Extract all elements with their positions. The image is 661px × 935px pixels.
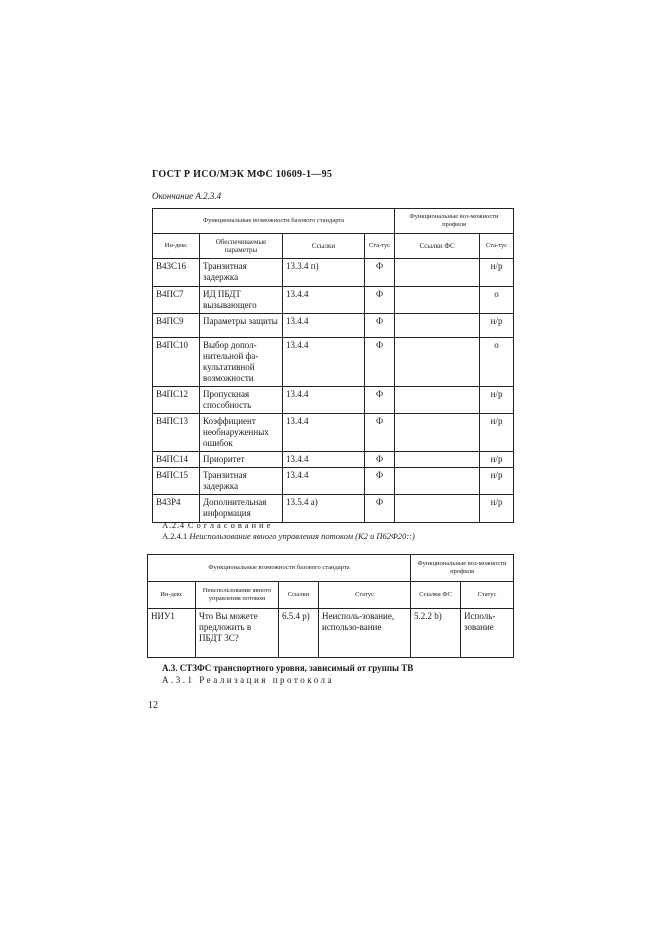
cell-fs-refs <box>395 495 480 523</box>
cell-params: Приоритет <box>200 452 283 468</box>
cell-status: Ф <box>365 387 395 414</box>
cell-refs: 13.4.4 <box>283 314 365 338</box>
cell-refs: 6.5.4 р) <box>279 609 319 658</box>
header-profile: Функциональные воз-можности профиля <box>395 209 514 234</box>
cell-fs-status: о <box>480 287 514 314</box>
cell-params: Дополнительная информация <box>200 495 283 523</box>
cell-fs-refs <box>395 387 480 414</box>
cell-index: В4ПС13 <box>153 414 200 452</box>
table-row <box>153 387 514 414</box>
col-description: Неиспользование явного управления потоком <box>196 582 279 609</box>
section-number: А.2.4 <box>162 520 185 530</box>
cell-fs-refs <box>395 468 480 495</box>
cell-fs-status: н/р <box>480 314 514 338</box>
cell-status: Ф <box>365 452 395 468</box>
cell-params: ИД ПБДТ вызывающего <box>200 287 283 314</box>
table-row <box>153 495 514 523</box>
cell-fs-refs <box>395 338 480 387</box>
cell-params: Параметры защиты <box>200 314 283 338</box>
cell-status: Ф <box>365 468 395 495</box>
col-params: Обеспечиваемые параметры <box>200 234 283 259</box>
cell-params: Транзитная задержка <box>200 259 283 287</box>
cell-fs-status: Исполь-зование <box>461 609 514 658</box>
table-row <box>153 338 514 387</box>
cell-refs: 13.4.4 <box>283 387 365 414</box>
table-a241 <box>147 554 514 658</box>
cell-refs: 13.4.4 <box>283 468 365 495</box>
col-index: Ин-декс <box>148 582 196 609</box>
cell-index: В43С16 <box>153 259 200 287</box>
cell-refs: 13.4.4 <box>283 452 365 468</box>
section-title: Реализация протокола <box>199 675 334 685</box>
cell-fs-status: н/р <box>480 495 514 523</box>
cell-fs-status: н/р <box>480 452 514 468</box>
cell-status: Ф <box>365 314 395 338</box>
cell-params: Транзитная задержка <box>200 468 283 495</box>
cell-refs: 13.4.4 <box>283 338 365 387</box>
cell-status: Ф <box>365 259 395 287</box>
cell-index: В4ПС9 <box>153 314 200 338</box>
section-a241-heading <box>162 531 415 541</box>
cell-params: Пропускная способность <box>200 387 283 414</box>
section-a3-heading: А.3. СТЗФС транспортного уровня, зависимый от группы ТВ <box>162 663 414 673</box>
table-row <box>148 609 514 658</box>
cell-fs-status: н/р <box>480 259 514 287</box>
table-row <box>153 314 514 338</box>
header-base-standard: Функциональные возможности базового стандарта <box>153 209 395 234</box>
cell-description: Что Вы можете предложить в ПБДТ 3С? <box>196 609 279 658</box>
table-row <box>153 468 514 495</box>
col-fs-status: Статус <box>461 582 514 609</box>
section-title: Согласование <box>187 520 274 530</box>
cell-refs: 13.3.4 п) <box>283 259 365 287</box>
cell-fs-refs: 5.2.2 b) <box>411 609 461 658</box>
header-profile: Функциональные воз-можности профиля <box>411 555 514 582</box>
cell-index: В4ПС14 <box>153 452 200 468</box>
cell-status: Ф <box>365 495 395 523</box>
cell-fs-status: н/р <box>480 414 514 452</box>
table-a234 <box>152 208 514 523</box>
cell-status: Ф <box>365 414 395 452</box>
cell-status: Ф <box>365 338 395 387</box>
col-fs-refs: Ссылки ФС <box>411 582 461 609</box>
cell-index: В4ПС7 <box>153 287 200 314</box>
section-a31-heading <box>162 675 334 685</box>
col-status: Статус <box>319 582 411 609</box>
cell-fs-refs <box>395 452 480 468</box>
cell-refs: 13.4.4 <box>283 414 365 452</box>
cell-fs-status: о <box>480 338 514 387</box>
section-a24-heading <box>162 520 273 530</box>
col-fs-status: Ста-тус <box>480 234 514 259</box>
page-number: 12 <box>148 700 158 711</box>
cell-status: Ф <box>365 287 395 314</box>
document-header: ГОСТ Р ИСО/МЭК МФС 10609-1—95 <box>152 169 333 180</box>
cell-fs-refs <box>395 287 480 314</box>
cell-fs-refs <box>395 314 480 338</box>
cell-params: Выбор допол-нительной фа-культативной возможности <box>200 338 283 387</box>
continuation-label: Окончание А.2.3.4 <box>152 191 222 201</box>
section-number: А.3.1 <box>162 675 195 685</box>
cell-fs-refs <box>395 259 480 287</box>
table-row <box>153 452 514 468</box>
col-fs-refs: Ссылки ФС <box>395 234 480 259</box>
cell-index: В43Р4 <box>153 495 200 523</box>
table-row <box>153 287 514 314</box>
section-number: А.2.4.1 <box>162 531 188 541</box>
section-title: Неиспользование явного управления потоком (К2 и П62Ф20::) <box>189 531 415 541</box>
col-status: Ста-тус <box>365 234 395 259</box>
col-refs: Ссылки <box>279 582 319 609</box>
table-row <box>153 259 514 287</box>
col-index: Ин-декс <box>153 234 200 259</box>
cell-fs-status: н/р <box>480 468 514 495</box>
col-refs: Ссылки <box>283 234 365 259</box>
cell-refs: 13.5.4 а) <box>283 495 365 523</box>
cell-index: В4ПС15 <box>153 468 200 495</box>
table-row <box>153 414 514 452</box>
cell-fs-refs <box>395 414 480 452</box>
cell-status: Неисполь-зование, использо-вание <box>319 609 411 658</box>
cell-refs: 13.4.4 <box>283 287 365 314</box>
cell-params: Коэффициент необнаруженных ошибок <box>200 414 283 452</box>
header-base-standard: Функциональные возможности базового стандарта <box>148 555 411 582</box>
cell-index: В4ПС12 <box>153 387 200 414</box>
cell-fs-status: н/р <box>480 387 514 414</box>
cell-index: В4ПС10 <box>153 338 200 387</box>
cell-index: НИУ1 <box>148 609 196 658</box>
